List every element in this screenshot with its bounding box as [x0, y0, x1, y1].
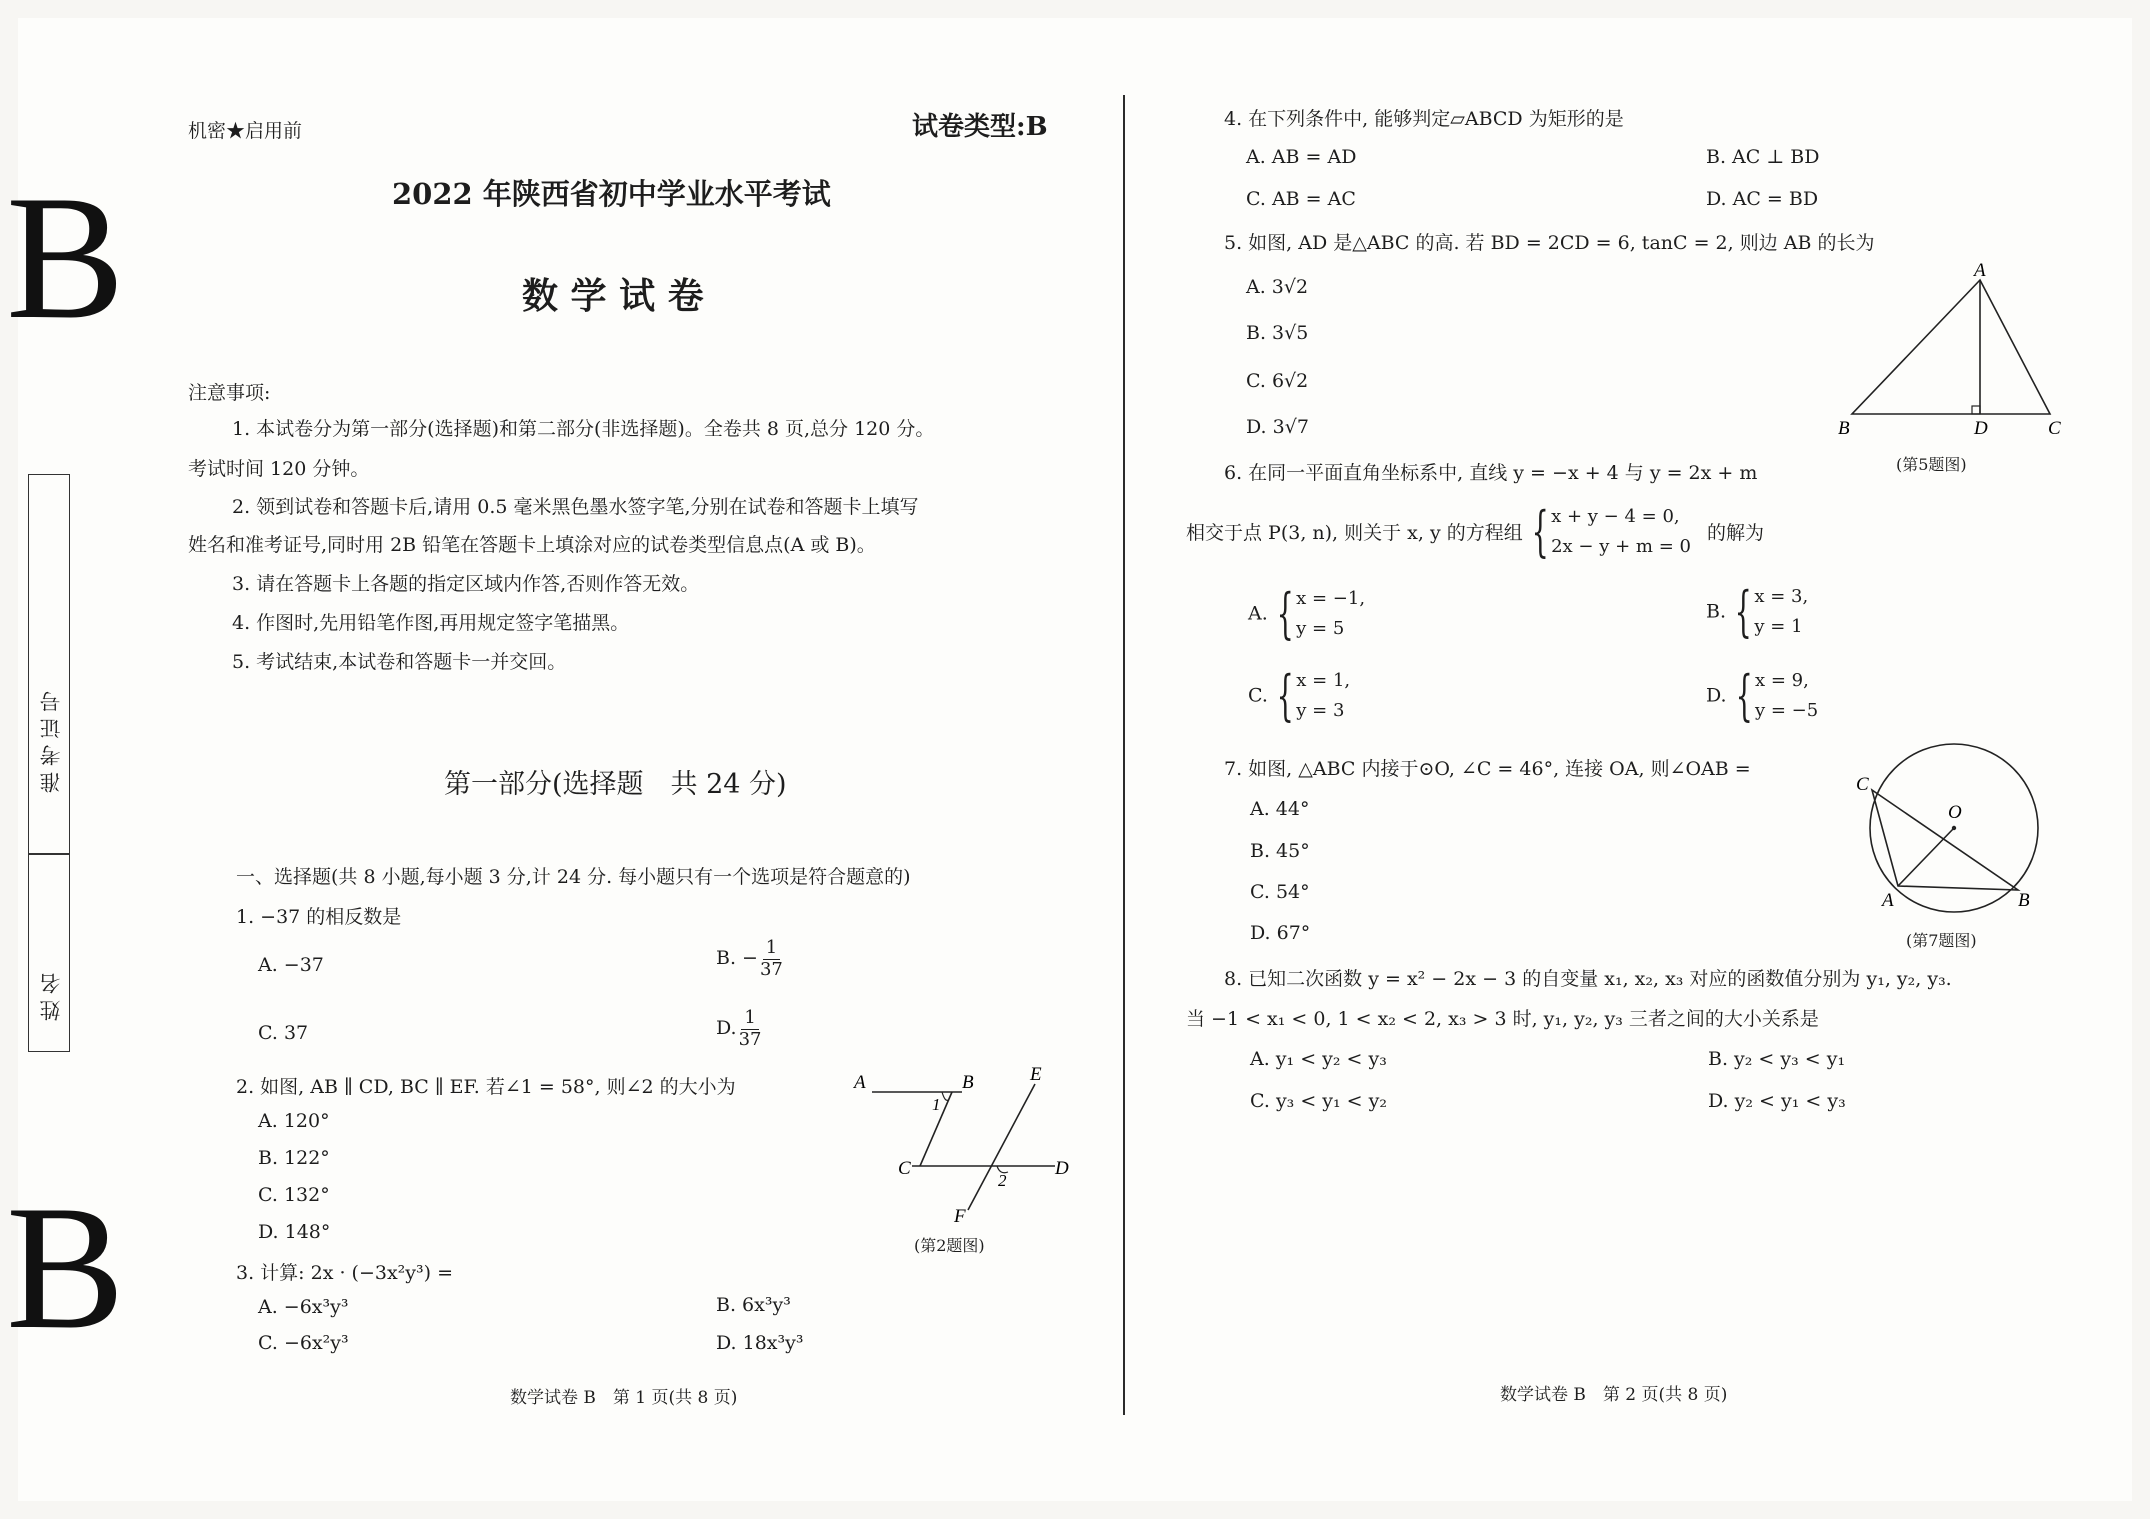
q7-option-b: B. 45° — [1250, 840, 1310, 862]
option-line: y = 5 — [1296, 617, 1345, 639]
q8-stem-line2: 当 −1 < x₁ < 0, 1 < x₂ < 2, x₃ > 3 时, y₁, y₂, y₃ 三者之间的大小关系是 — [1186, 1008, 1819, 1030]
q2-option-d: D. 148° — [258, 1221, 331, 1243]
q4-option-a: A. AB = AD — [1246, 146, 1357, 168]
paper-type: 试卷类型:B — [912, 112, 1048, 142]
equation-1: x + y − 4 = 0, — [1551, 506, 1680, 527]
candidate-info-box — [28, 474, 70, 1052]
equation-2: 2x − y + m = 0 — [1551, 535, 1691, 557]
angle-1-arc — [942, 1092, 948, 1100]
q6-option-c: C. { x = 1, y = 3 — [1248, 663, 1351, 727]
q7-option-c: C. 54° — [1250, 881, 1310, 903]
triangle-abc — [1872, 790, 2018, 890]
brace-icon: { — [1735, 663, 1753, 727]
brace-icon: { — [1734, 579, 1752, 643]
q4-option-c: C. AB = AC — [1246, 188, 1356, 210]
q5-figure — [1826, 262, 2072, 442]
label-a: A — [1974, 262, 1986, 281]
notice-heading: 注意事项: — [188, 382, 271, 404]
notice-line: 5. 考试结束,本试卷和答题卡一并交回。 — [232, 651, 567, 673]
q1-stem: 1. −37 的相反数是 — [236, 906, 402, 928]
exam-title: 2022 年陕西省初中学业水平考试 — [392, 177, 831, 211]
paper-type-letter-bottom: B — [6, 1168, 125, 1366]
fraction-numerator: 1 — [741, 1008, 758, 1030]
label-b: B — [1838, 418, 1850, 439]
q1-option-d — [716, 1008, 762, 1050]
option-line: x = −1, — [1296, 588, 1366, 609]
label-c: C — [2048, 418, 2061, 439]
notice-line: 4. 作图时,先用铅笔作图,再用规定签字笔描黑。 — [232, 612, 630, 634]
q5-option-b: B. 3√5 — [1246, 322, 1309, 344]
label-a: A — [854, 1072, 866, 1093]
triangle-abc — [1852, 280, 2050, 414]
q1-option-a: A. −37 — [258, 954, 324, 976]
notice-line: 考试时间 120 分钟。 — [188, 458, 370, 480]
q8-option-a: A. y₁ < y₂ < y₃ — [1250, 1048, 1387, 1070]
q3-option-d: D. 18x³y³ — [716, 1332, 804, 1354]
brace-icon: { — [1276, 663, 1294, 727]
right-page-footer: 数学试卷 B 第 2 页(共 8 页) — [1500, 1385, 1728, 1405]
notice-line: 姓名和准考证号,同时用 2B 铅笔在答题卡上填涂对应的试卷类型信息点(A 或 B)。 — [188, 534, 876, 556]
label-d: D — [1974, 418, 1988, 439]
part-title: 第一部分(选择题 共 24 分) — [444, 769, 787, 800]
label-c: C — [1856, 774, 1869, 795]
brace-icon: { — [1276, 581, 1294, 645]
fraction-numerator: 1 — [763, 938, 780, 960]
q8-option-b: B. y₂ < y₃ < y₁ — [1708, 1048, 1846, 1070]
option-line: x = 3, — [1754, 586, 1809, 607]
label-a: A — [1882, 890, 1894, 911]
name-label: 姓名 — [39, 967, 63, 1021]
q6-stem-prefix: 相交于点 P(3, n), 则关于 x, y 的方程组 — [1186, 522, 1523, 545]
option-line: y = 3 — [1296, 699, 1345, 721]
q6-stem: 6. 在同一平面直角坐标系中, 直线 y = −x + 4 与 y = 2x + m — [1224, 462, 1758, 484]
left-page-footer: 数学试卷 B 第 1 页(共 8 页) — [510, 1388, 738, 1408]
q3-option-a: A. −6x³y³ — [258, 1296, 349, 1318]
label-d: D — [1055, 1158, 1069, 1179]
line-ef — [968, 1084, 1035, 1210]
center-point — [1952, 826, 1956, 830]
label-b: B — [962, 1072, 974, 1093]
q1-option-d-fraction — [739, 1008, 762, 1050]
q2-option-a: A. 120° — [258, 1110, 330, 1132]
q1-option-b-fraction — [760, 938, 783, 980]
option-line: x = 9, — [1754, 670, 1809, 691]
q3-stem: 3. 计算: 2x · (−3x²y³) = — [236, 1262, 454, 1284]
page-divider — [1123, 95, 1125, 1415]
segment-oa — [1898, 828, 1954, 886]
q1-option-b — [716, 938, 783, 980]
q2-caption: (第2题图) — [914, 1236, 985, 1255]
notice-line: 2. 领到试卷和答题卡后,请用 0.5 毫米黑色墨水签字笔,分别在试卷和答题卡上填写 — [232, 496, 919, 518]
q4-option-b: B. AC ⊥ BD — [1706, 146, 1820, 168]
q5-option-c: C. 6√2 — [1246, 370, 1309, 392]
label-o: O — [1948, 802, 1962, 823]
q3-option-c: C. −6x²y³ — [258, 1332, 349, 1354]
notice-line: 3. 请在答题卡上各题的指定区域内作答,否则作答无效。 — [232, 573, 700, 595]
fraction-denominator: 37 — [759, 958, 783, 980]
q1-option-d-prefix: D. — [716, 1017, 737, 1040]
q5-option-a: A. 3√2 — [1246, 276, 1309, 298]
q7-figure — [1846, 740, 2046, 920]
q7-caption: (第7题图) — [1906, 931, 1977, 950]
q7-stem: 7. 如图, △ABC 内接于⊙O, ∠C = 46°, 连接 OA, 则∠OAB = — [1224, 758, 1751, 780]
notice-line: 1. 本试卷分为第一部分(选择题)和第二部分(非选择题)。全卷共 8 页,总分 120 分。 — [232, 418, 935, 440]
option-line: y = 1 — [1754, 615, 1803, 637]
q3-option-b: B. 6x³y³ — [716, 1294, 791, 1316]
q6-option-b: B. { x = 3, y = 1 — [1706, 579, 1809, 643]
q1-option-c: C. 37 — [258, 1022, 309, 1044]
q8-option-d: D. y₂ < y₁ < y₃ — [1708, 1090, 1846, 1112]
label-e: E — [1030, 1064, 1042, 1085]
subject-title: 数 学 试 卷 — [522, 275, 704, 317]
exam-id-label: 准考证号 — [39, 685, 63, 793]
label-b: B — [2018, 890, 2030, 911]
q2-stem: 2. 如图, AB ∥ CD, BC ∥ EF. 若∠1 = 58°, 则∠2 的大小为 — [236, 1076, 736, 1098]
q6-option-d: D. { x = 9, y = −5 — [1706, 663, 1819, 727]
q7-option-d: D. 67° — [1250, 922, 1311, 944]
fraction-denominator: 37 — [738, 1028, 762, 1050]
q6-equation-system — [1523, 499, 1691, 563]
q5-option-d: D. 3√7 — [1246, 416, 1309, 438]
q2-option-c: C. 132° — [258, 1184, 330, 1206]
paper-type-letter-top: B — [6, 158, 125, 356]
confidential-mark: 机密★启用前 — [188, 120, 303, 142]
brace-icon: { — [1531, 499, 1549, 563]
label-2: 2 — [998, 1171, 1007, 1190]
q4-stem: 4. 在下列条件中, 能够判定▱ABCD 为矩形的是 — [1224, 108, 1624, 130]
q5-caption: (第5题图) — [1896, 455, 1967, 474]
q6-stem-suffix: 的解为 — [1707, 522, 1765, 545]
q2-option-b: B. 122° — [258, 1147, 330, 1169]
label-1: 1 — [932, 1095, 941, 1114]
label-c: C — [898, 1158, 911, 1179]
option-line: y = −5 — [1754, 699, 1819, 721]
section-title: 一、选择题(共 8 小题,每小题 3 分,计 24 分. 每小题只有一个选项是符合题意的) — [236, 866, 911, 888]
q8-option-c: C. y₃ < y₁ < y₂ — [1250, 1090, 1387, 1112]
q4-option-d: D. AC = BD — [1706, 188, 1819, 210]
q7-option-a: A. 44° — [1250, 798, 1310, 820]
label-f: F — [954, 1206, 966, 1227]
q5-stem: 5. 如图, AD 是△ABC 的高. 若 BD = 2CD = 6, tanC = 2, 则边 AB 的长为 — [1224, 232, 1875, 254]
q8-stem: 8. 已知二次函数 y = x² − 2x − 3 的自变量 x₁, x₂, x₃ 对应的函数值分别为 y₁, y₂, y₃. — [1224, 968, 1952, 990]
q6-stem-line2 — [1186, 499, 1765, 563]
q2-figure — [850, 1062, 1080, 1232]
q1-option-b-prefix: B. − — [716, 947, 758, 970]
right-angle-mark — [1972, 406, 1980, 414]
option-line: x = 1, — [1296, 670, 1351, 691]
q6-option-a: A. { x = −1, y = 5 — [1248, 581, 1366, 645]
